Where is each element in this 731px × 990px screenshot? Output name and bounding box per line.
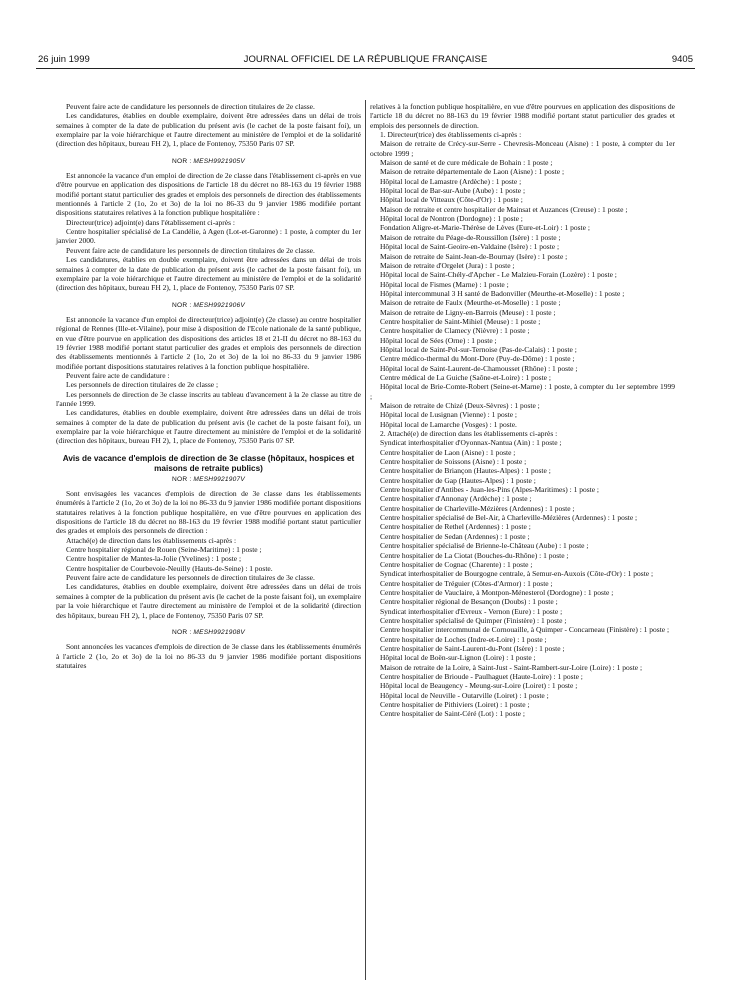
paragraph: Peuvent faire acte de candidature : (66, 370, 170, 380)
paragraph: Maison de retraite de Chizé (Deux-Sèvres) : 1 poste ; (380, 401, 540, 410)
paragraph: Centre hospitalier de Cognac (Charente) : 1 poste ; (380, 559, 533, 569)
paragraph: Syndicat interhospitalier de Bourgogne centrale, à Semur-en-Auxois (Côte-d'Or) : 1 poste ; (380, 569, 654, 579)
paragraph: Maison de retraite de la Loire, à Saint-Just - Saint-Rambert-sur-Loire (Loire) : 1 poste ; (380, 662, 643, 672)
nor-reference (56, 157, 361, 166)
paragraph: Hôpital local de Lusignan (Vienne) : 1 poste ; (380, 410, 518, 420)
paragraph: Centre hospitalier de Rethel (Ardennes) : 1 poste ; (380, 522, 531, 532)
paragraph: Centre hospitalier de Saint-Laurent-du-Pont (Isère) : 1 poste ; (380, 643, 565, 653)
paragraph: Hôpital local de Bar-sur-Aube (Aube) : 1 poste ; (380, 186, 526, 196)
journal-title: JOURNAL OFFICIEL DE LA RÉPUBLIQUE FRANÇAISE (243, 54, 488, 65)
paragraph: Centre hospitalier d'Antibes - Juan-les-Pins (Alpes-Maritimes) : 1 poste ; (380, 485, 600, 495)
paragraph: Centre hospitalier de Laon (Aisne) : 1 poste ; (380, 447, 516, 457)
paragraph: Hôpital local de Boën-sur-Lignon (Loire) : 1 poste ; (380, 653, 536, 663)
paragraph: Centre hospitalier de Briançon (Hautes-Alpes) : 1 poste ; (380, 466, 551, 476)
paragraph: Centre hospitalier de Vauclaire, à Montpon-Ménesterol (Dordogne) : 1 poste ; (380, 587, 614, 597)
paragraph: Hôpital local de Fismes (Marne) : 1 poste ; (380, 279, 509, 289)
paragraph: Les candidatures, établies en double exemplaire, doivent être adressées dans un délai de trois semaines à compter de la date de publication du présent avis (le cachet de la poste faisant foi), un exemplaire par la voie hiérarchique et l'autre directement au ministère de l'emploi et de la solidarité (direction des hôpitaux, bureau FH 2), 1, place de Fontenoy, 75350 Paris 07 SP. (56, 111, 361, 149)
paragraph: Hôpital local de Brie-Comte-Robert (Seine-et-Marne) : 1 poste, à compter du 1er septembre 1999 ; (370, 382, 675, 401)
paragraph: Centre médico-thermal du Mont-Dore (Puy-de-Dôme) : 1 poste ; (380, 354, 575, 364)
paragraph: Directeur(trice) adjoint(e) dans l'établissement ci-après : (66, 217, 235, 227)
paragraph: Centre hospitalier de Loches (Indre-et-Loire) : 1 poste ; (380, 634, 547, 644)
paragraph: Les candidatures, établies en double exemplaire, doivent être adressées dans un délai de trois semaines à compter de la publication du présent avis (le cachet de la poste faisant foi), un exemplaire par la voie hiérarchique et l'autre directement au ministère de l'emploi et de la solidarité (direction des hôpitaux, bureau FH 2), 1, place de Fontenoy, 75350 Paris 07 SP. (56, 582, 361, 620)
paragraph: Maison de retraite de Saint-Jean-de-Bournay (Isère) : 1 poste ; (380, 251, 568, 261)
paragraph: Centre hospitalier de Soissons (Aisne) : 1 poste ; (380, 457, 527, 467)
paragraph: Peuvent faire acte de candidature les personnels de direction titulaires de 3e classe. (66, 573, 315, 583)
page-header (36, 52, 695, 68)
right-column (370, 102, 675, 719)
paragraph: Les candidatures, établies en double exemplaire, doivent être adressées dans un délai de trois semaines à compter de la date de publication du présent avis (le cachet de la poste faisant foi), un exemplaire par la voie hiérarchique et l'autre directement au ministère de l'emploi et de la solidarité (direction des hôpitaux, bureau FH 2), 1, place de Fontenoy, 75350 Paris 07 SP. (56, 408, 361, 446)
paragraph: Sont envisagées les vacances d'emplois de direction de 3e classe dans les établissements énumérés à l'article 2 (1o, 2o et 3o) de la loi no 86-33 du 9 janvier 1986 modifiée portant dispositions statutaires relatives à la fonction publique hospitalière, en vue d'être pourvues en application des dispositions de l'article 18 du décret no 88-163 du 19 février 1988 modifié portant statut particulier des grades et emplois des personnels de direction : (56, 489, 361, 536)
paragraph: Fondation Aligre-et-Marie-Thérèse de Lèves (Eure-et-Loir) : 1 poste ; (380, 223, 590, 233)
paragraph: relatives à la fonction publique hospitalière, en vue d'être pourvues en application des dispositions de l'article 18 du décret no 88-163 du 19 février 1988 modifié portant statut particulier des grades et emplois des personnels de direction. (370, 102, 675, 130)
paragraph: 2. Attaché(e) de direction dans les établissements ci-après : (380, 429, 558, 439)
paragraph: Centre hospitalier de Pithiviers (Loiret) : 1 poste ; (380, 700, 530, 709)
nor-label: NOR : (172, 475, 194, 483)
nor-code: MESH9921908V (193, 628, 245, 636)
nor-code: MESH9921906V (193, 301, 245, 309)
paragraph: Hôpital local de Neuville - Outarville (Loiret) : 1 poste ; (380, 690, 549, 700)
paragraph: Les candidatures, établies en double exemplaire, doivent être adressées dans un délai de trois semaines à compter de la date de publication du présent avis (le cachet de la poste faisant foi), un exemplaire par la voie hiérarchique et l'autre directement au ministère de l'emploi et de la solidarité (direction des hôpitaux, bureau FH 2), 1, place de Fontenoy, 75350 Paris 07 SP. (56, 255, 361, 293)
paragraph: Hôpital local de Saint-Pol-sur-Ternoise (Pas-de-Calais) : 1 poste ; (380, 344, 577, 354)
paragraph: Attaché(e) de direction dans les établissements ci-après : (66, 535, 237, 545)
paragraph: Hôpital local de Saint-Laurent-de-Chamousset (Rhône) : 1 poste ; (380, 363, 578, 373)
paragraph: Maison de retraite de Ligny-en-Barrois (Meuse) : 1 poste ; (380, 307, 556, 317)
paragraph: Maison de retraite d'Orgelet (Jura) : 1 poste ; (380, 260, 515, 270)
paragraph: Centre hospitalier d'Annonay (Ardèche) : 1 poste ; (380, 494, 532, 504)
paragraph: Les personnels de direction titulaires de 2e classe ; (66, 380, 219, 390)
paragraph: Syndicat interhospitalier d'Evreux - Vernon (Eure) : 1 poste ; (380, 606, 563, 616)
paragraph: Maison de retraite et centre hospitalier de Mainsat et Auzances (Creuse) : 1 poste ; (380, 204, 628, 214)
paragraph: Centre hospitalier de Sedan (Ardennes) : 1 poste ; (380, 531, 530, 541)
column-divider (365, 100, 366, 980)
paragraph: Hôpital local de Vitteaux (Côte-d'Or) : 1 poste ; (380, 195, 523, 205)
nor-code: MESH9921907V (193, 475, 245, 483)
paragraph: Maison de retraite du Péage-de-Roussillon (Isère) : 1 poste ; (380, 232, 561, 242)
paragraph: Hôpital local de Nontron (Dordogne) : 1 poste ; (380, 214, 523, 224)
nor-code: MESH9921905V (193, 157, 245, 165)
paragraph: Maison de santé et de cure médicale de Bohain : 1 poste ; (380, 158, 553, 168)
paragraph: Centre médical de La Guiche (Saône-et-Loire) : 1 poste ; (380, 372, 551, 382)
paragraph: 1. Directeur(trice) des établissements ci-après : (380, 130, 522, 140)
paragraph: Centre hospitalier spécialisé de La Candélie, à Agen (Lot-et-Garonne) : 1 poste, à compter du 1er janvier 2000. (56, 227, 361, 246)
paragraph: Centre hospitalier de Saint-Céré (Lot) : 1 poste ; (380, 709, 525, 719)
paragraph: Centre hospitalier de Clamecy (Nièvre) : 1 poste ; (380, 326, 530, 336)
paragraph: Peuvent faire acte de candidature les personnels de direction titulaires de 2e classe. (66, 102, 315, 111)
paragraph: Hôpital intercommunal 3 H santé de Badonviller (Meurthe-et-Moselle) : 1 poste ; (380, 288, 625, 298)
paragraph: Maison de retraite de Crécy-sur-Serre - Chevresis-Monceau (Aisne) : 1 poste, à compter du 1er octobre 1999 ; (370, 139, 675, 158)
paragraph: Peuvent faire acte de candidature les personnels de direction titulaires de 2e classe. (66, 245, 315, 255)
paragraph: Maison de retraite de Faulx (Meurthe-et-Moselle) : 1 poste ; (380, 298, 561, 308)
nor-label: NOR : (172, 628, 194, 636)
paragraph: Centre hospitalier de La Ciotat (Bouches-du-Rhône) : 1 poste ; (380, 550, 569, 560)
paragraph: Hôpital local de Saint-Chély-d'Apcher - Le Malzieu-Forain (Lozère) : 1 poste ; (380, 270, 617, 280)
paragraph: Hôpital local de Lamastre (Ardèche) : 1 poste ; (380, 176, 522, 186)
page-number: 9405 (671, 54, 693, 65)
nor-label: NOR : (172, 301, 194, 309)
paragraph: Centre hospitalier spécialisé de Bel-Air, à Charleville-Mézières (Ardennes) : 1 poste ; (380, 513, 638, 523)
paragraph: Est annoncée la vacance d'un emploi de directeur(trice) adjoint(e) (2e classe) au centre hospitalier régional de Rennes (Ille-et-Vilaine), pour mise à disposition de l'Ecole nationale de la santé publique, en vue d'être pourvue en application des dispositions des articles 18 et 21-II du décret no 88-163 du 19 février 1988 modifié portant statut particulier des grades et emplois des personnels de direction des établissements mentionnés à l'article 2 (1o, 2o et 3o) de la loi no 86-33 du 9 janvier 1986 modifiée portant dispositions statutaires relatives à la fonction publique hospitalière. (56, 314, 361, 371)
paragraph: Hôpital local de Beaugency - Meung-sur-Loire (Loiret) : 1 poste ; (380, 681, 578, 691)
paragraph: Centre hospitalier de Mantes-la-Jolie (Yvelines) : 1 poste ; (66, 554, 242, 564)
paragraph: Les personnels de direction de 3e classe inscrits au tableau d'avancement à la 2e classe au titre de l'année 1999. (56, 389, 361, 408)
nor-reference (56, 628, 361, 637)
header-rule (36, 68, 695, 69)
paragraph: Hôpital local de Sées (Orne) : 1 poste ; (380, 335, 497, 345)
paragraph: Hôpital local de Saint-Geoire-en-Valdaine (Isère) : 1 poste ; (380, 242, 560, 252)
paragraph: Centre hospitalier de Charleville-Mézières (Ardennes) : 1 poste ; (380, 503, 575, 513)
paragraph: Hôpital local de Lamarche (Vosges) : 1 poste. (380, 419, 517, 429)
paragraph: Maison de retraite départementale de Laon (Aisne) : 1 poste ; (380, 167, 565, 177)
paragraph: Centre hospitalier de Saint-Mihiel (Meuse) : 1 poste ; (380, 316, 541, 326)
left-column (56, 102, 361, 670)
paragraph: Centre hospitalier spécialisé de Brienne-le-Château (Aube) : 1 poste ; (380, 541, 589, 551)
paragraph: Centre hospitalier de Courbevoie-Neuilly (Hauts-de-Seine) : 1 poste. (66, 563, 273, 573)
paragraph: Sont annoncées les vacances d'emplois de direction de 3e classe dans les établissements énumérés à l'article 2 (1o, 2o et 3o) de la loi no 86-33 du 9 janvier 1986 modifiée portant dispositions statutaires (56, 642, 361, 670)
issue-date: 26 juin 1999 (38, 54, 90, 65)
paragraph: Syndicat interhospitalier d'Oyonnax-Nantua (Ain) : 1 poste ; (380, 438, 562, 448)
paragraph: Centre hospitalier de Gap (Hautes-Alpes) : 1 poste ; (380, 475, 536, 485)
paragraph: Centre hospitalier régional de Besançon (Doubs) : 1 poste ; (380, 597, 558, 607)
section-heading: Avis de vacance d'emplois de direction de 3e classe (hôpitaux, hospices et maisons de retraite publics) (62, 453, 355, 473)
paragraph: Centre hospitalier régional de Rouen (Seine-Maritime) : 1 poste ; (66, 545, 262, 555)
paragraph: Est annoncée la vacance d'un emploi de direction de 2e classe dans l'établissement ci-après en vue d'être pourvue en application des dispositions de l'article 18 du décret no 88-163 du 19 février 1988 modifié portant statut particulier des grades et emplois des personnels de direction des établissements mentionnés à l'article 2 (1o, 2o et 3o) de la loi no 86-33 du 9 janvier 1986 modifiée portant dispositions statutaires relatives à la fonction publique hospitalière : (56, 171, 361, 218)
paragraph: Centre hospitalier de Tréguier (Côtes-d'Armor) : 1 poste ; (380, 578, 553, 588)
nor-reference (56, 475, 361, 484)
nor-reference (56, 301, 361, 310)
nor-label: NOR : (172, 157, 194, 165)
paragraph: Centre hospitalier intercommunal de Cornouaille, à Quimper - Concarneau (Finistère) : 1 poste ; (380, 625, 670, 635)
paragraph: Centre hospitalier de Brioude - Paulhaguet (Haute-Loire) : 1 poste ; (380, 671, 583, 681)
paragraph: Centre hospitalier spécialisé de Quimper (Finistère) : 1 poste ; (380, 615, 567, 625)
